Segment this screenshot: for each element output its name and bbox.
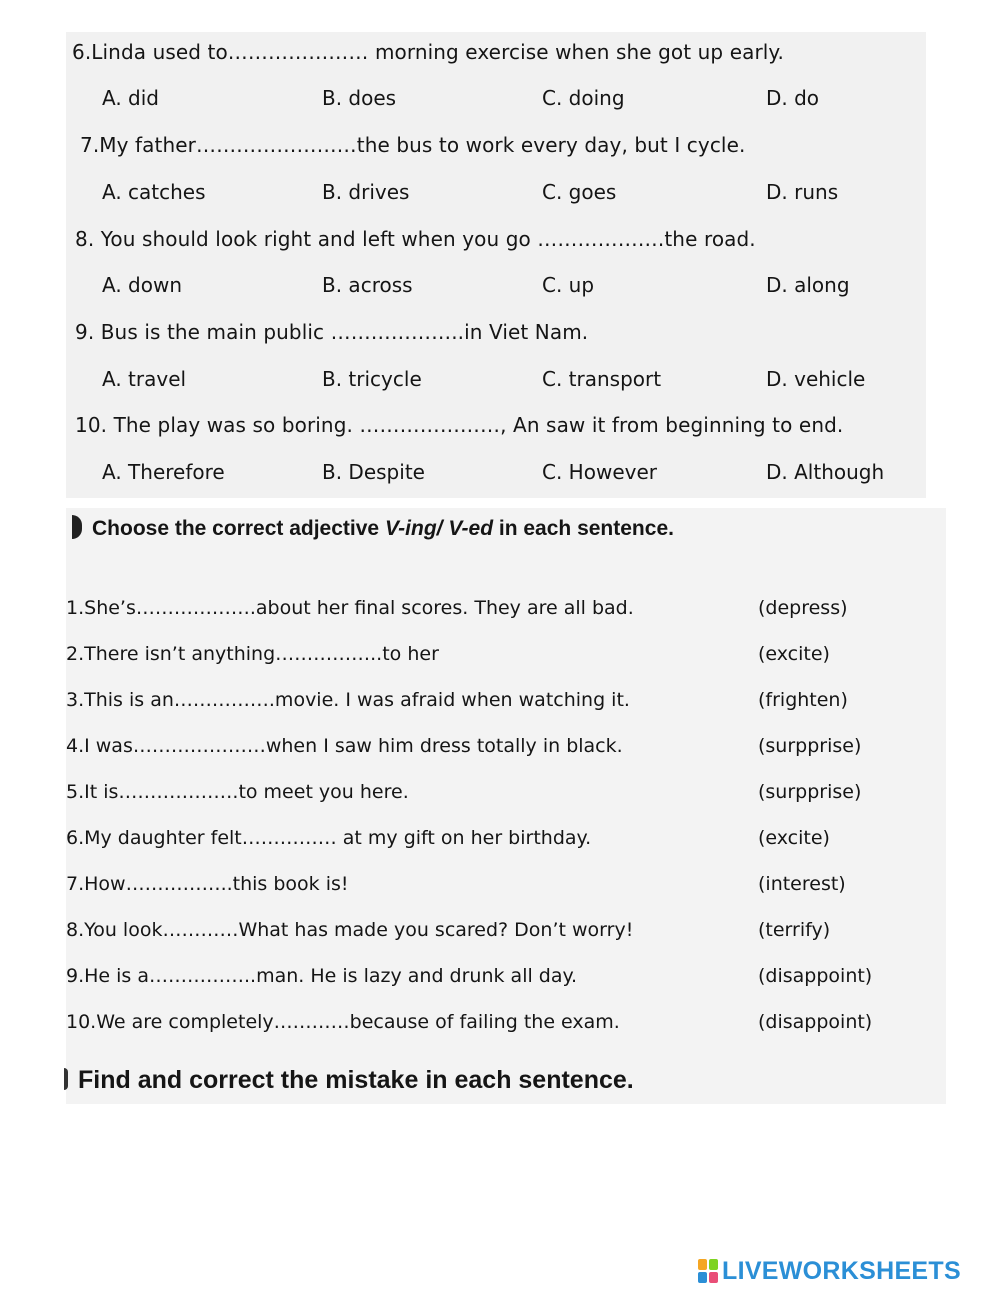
- sentence: 9.He is a……………..man. He is lazy and drunk all day.: [66, 965, 578, 987]
- option-d[interactable]: D. do: [766, 86, 820, 110]
- verb-hint: (depress): [758, 597, 848, 619]
- option-d[interactable]: D. vehicle: [766, 367, 866, 391]
- question-text: 10. The play was so boring. …………………, An saw it from beginning to end.: [75, 413, 844, 437]
- option-c[interactable]: C. goes: [542, 180, 617, 204]
- option-c[interactable]: C. However: [542, 460, 657, 484]
- option-a[interactable]: A. did: [102, 86, 159, 110]
- logo-square: [698, 1259, 707, 1270]
- option-d[interactable]: D. along: [766, 273, 850, 297]
- verb-hint: (excite): [758, 827, 830, 849]
- section-marker-icon: [72, 515, 82, 539]
- option-b[interactable]: B. drives: [322, 180, 410, 204]
- sentence: 7.How……………..this book is!: [66, 873, 349, 895]
- verb-hint: (frighten): [758, 689, 848, 711]
- verb-hint: (surpprise): [758, 735, 862, 757]
- section-heading-mistake: Find and correct the mistake in each sentence.: [64, 1066, 634, 1095]
- option-b[interactable]: B. across: [322, 273, 413, 297]
- option-d[interactable]: D. Although: [766, 460, 885, 484]
- question-text: 9. Bus is the main public ………………..in Viet Nam.: [75, 320, 589, 344]
- verb-hint: (interest): [758, 873, 846, 895]
- option-c[interactable]: C. transport: [542, 367, 662, 391]
- logo-square: [709, 1259, 718, 1270]
- question-text: 8. You should look right and left when you go ……………….the road.: [75, 227, 756, 251]
- sentence: 3.This is an…………….movie. I was afraid when watching it.: [66, 689, 630, 711]
- sentence: 4.I was…………………when I saw him dress totally in black.: [66, 735, 623, 757]
- liveworksheets-logo: [698, 1256, 961, 1286]
- verb-hint: (disappoint): [758, 1011, 873, 1033]
- sentence: 6.My daughter felt…………… at my gift on her birthday.: [66, 827, 592, 849]
- verb-hint: (excite): [758, 643, 830, 665]
- section-marker-icon: [64, 1068, 68, 1090]
- sentence: 2.There isn’t anything……………..to her: [66, 643, 439, 665]
- logo-mark-icon: [698, 1259, 718, 1283]
- question-text: 6.Linda used to………………… morning exercise when she got up early.: [72, 40, 784, 64]
- sentence: 10.We are completely…………because of failing the exam.: [66, 1011, 620, 1033]
- section-heading-adjective: Choose the correct adjective V-ing/ V-ed in each sentence.: [72, 515, 674, 541]
- sentence: 1.She’s……………….about her final scores. They are all bad.: [66, 597, 634, 619]
- option-a[interactable]: A. Therefore: [102, 460, 225, 484]
- logo-square: [698, 1272, 707, 1283]
- option-b[interactable]: B. tricycle: [322, 367, 422, 391]
- option-a[interactable]: A. down: [102, 273, 183, 297]
- sentence: 5.It is……………….to meet you here.: [66, 781, 409, 803]
- option-d[interactable]: D. runs: [766, 180, 839, 204]
- option-a[interactable]: A. catches: [102, 180, 206, 204]
- sentence: 8.You look…………What has made you scared? Don’t worry!: [66, 919, 634, 941]
- verb-hint: (surpprise): [758, 781, 862, 803]
- question-text: 7.My father……………………the bus to work every day, but I cycle.: [80, 133, 746, 157]
- option-a[interactable]: A. travel: [102, 367, 187, 391]
- verb-hint: (disappoint): [758, 965, 873, 987]
- verb-hint: (terrify): [758, 919, 831, 941]
- option-c[interactable]: C. doing: [542, 86, 625, 110]
- logo-square: [709, 1272, 718, 1283]
- option-b[interactable]: B. Despite: [322, 460, 425, 484]
- logo-text: LIVEWORKSHEETS: [722, 1256, 961, 1285]
- option-c[interactable]: C. up: [542, 273, 595, 297]
- option-b[interactable]: B. does: [322, 86, 397, 110]
